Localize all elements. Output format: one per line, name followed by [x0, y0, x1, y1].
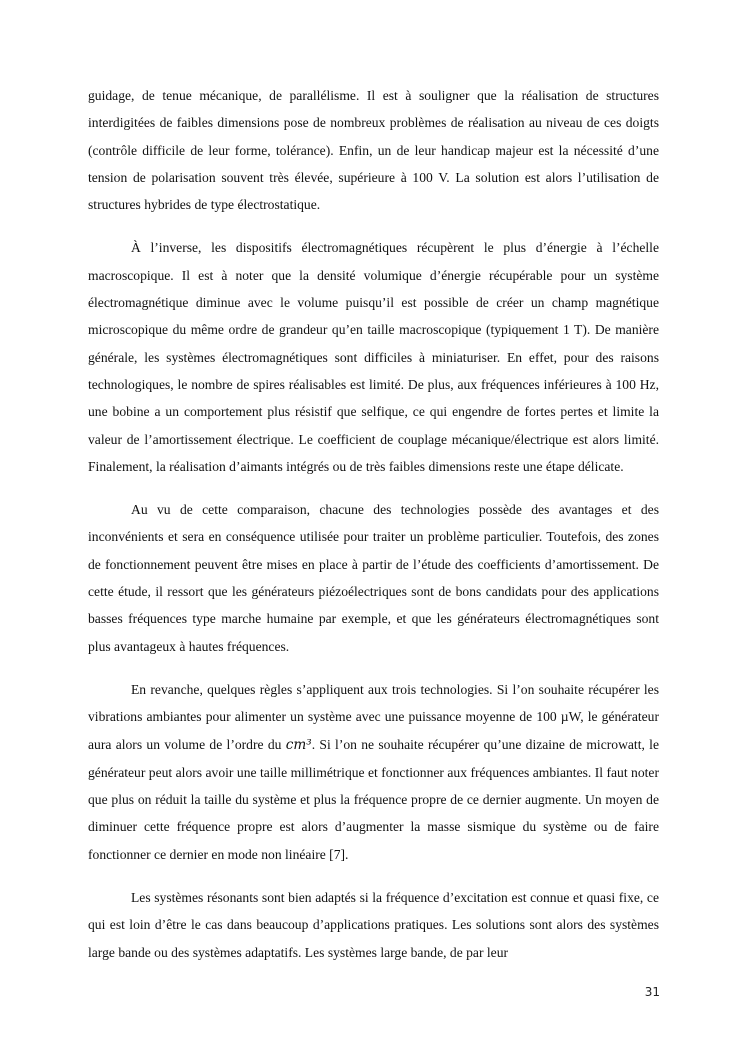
document-page	[88, 82, 659, 966]
volume-unit: cm³	[285, 736, 312, 753]
paragraph-resonant-systems: Les systèmes résonants sont bien adaptés si la fréquence d’excitation est connue et quasi fixe, ce qui est loin d’être le cas dans beaucoup d’applications pratiques. Les solutions sont alors des systèmes large bande ou des systèmes adaptatifs. Les systèmes large bande, de par leur	[88, 890, 659, 960]
paragraph-common-rules-text-after: . Si l’on ne souhaite récupérer qu’une dizaine de microwatt, le générateur peut alors avoir une taille millimétrique et fonctionner aux fréquences ambiantes. Il faut noter que plus on réduit la taille du système et plus la fréquence propre de ce dernier augmente. Un moyen de diminuer cette fréquence propre est alors d’augmenter la masse sismique du système ou de faire fonctionner ce dernier en mode non linéaire [7].	[88, 736, 659, 862]
paragraph-electrostatic-limits: guidage, de tenue mécanique, de parallélisme. Il est à souligner que la réalisation de structures interdigitées de faibles dimensions pose de nombreux problèmes de réalisation au niveau de ces doigts (contrôle difficile de leur forme, tolérance). Enfin, un de leur handicap majeur est la nécessité d’une tension de polarisation souvent très élevée, supérieure à 100 V. La solution est alors l’utilisation de structures hybrides de type électrostatique.	[88, 88, 659, 213]
page-number: 31	[644, 985, 660, 999]
paragraph-electromagnetic-devices: À l’inverse, les dispositifs électromagnétiques récupèrent le plus d’énergie à l’échelle macroscopique. Il est à noter que la densité volumique d’énergie récupérable pour un système électromagnétique diminue avec le volume puisqu’il est possible de créer un champ magnétique microscopique du même ordre de grandeur qu’en taille macroscopique (typiquement 1 T). De manière générale, les systèmes électromagnétiques sont difficiles à miniaturiser. En effet, pour des raisons technologiques, le nombre de spires réalisables est limité. De plus, aux fréquences inférieures à 100 Hz, une bobine a un comportement plus résistif que selfique, ce qui engendre de fortes pertes et limite la valeur de l’amortissement électrique. Le coefficient de couplage mécanique/électrique est alors limité. Finalement, la réalisation d’aimants intégrés ou de très faibles dimensions reste une étape délicate.	[88, 240, 659, 474]
paragraph-common-rules	[88, 676, 659, 868]
paragraph-common-rules-text-before: En revanche, quelques règles s’appliquent aux trois technologies. Si l’on souhaite récupérer les vibrations ambiantes pour alimenter un système avec une puissance moyenne de 100 µW, le générateur aura alors un volume de l’ordre du	[88, 681, 659, 752]
paragraph-technology-comparison: Au vu de cette comparaison, chacune des technologies possède des avantages et des inconvénients et sera en conséquence utilisée pour traiter un problème particulier. Toutefois, des zones de fonctionnement peuvent être mises en place à partir de l’étude des coefficients d’amortissement. De cette étude, il ressort que les générateurs piézoélectriques sont de bons candidats pour des applications basses fréquences type marche humaine par exemple, et que les générateurs électromagnétiques sont plus avantageux à hautes fréquences.	[88, 502, 659, 654]
